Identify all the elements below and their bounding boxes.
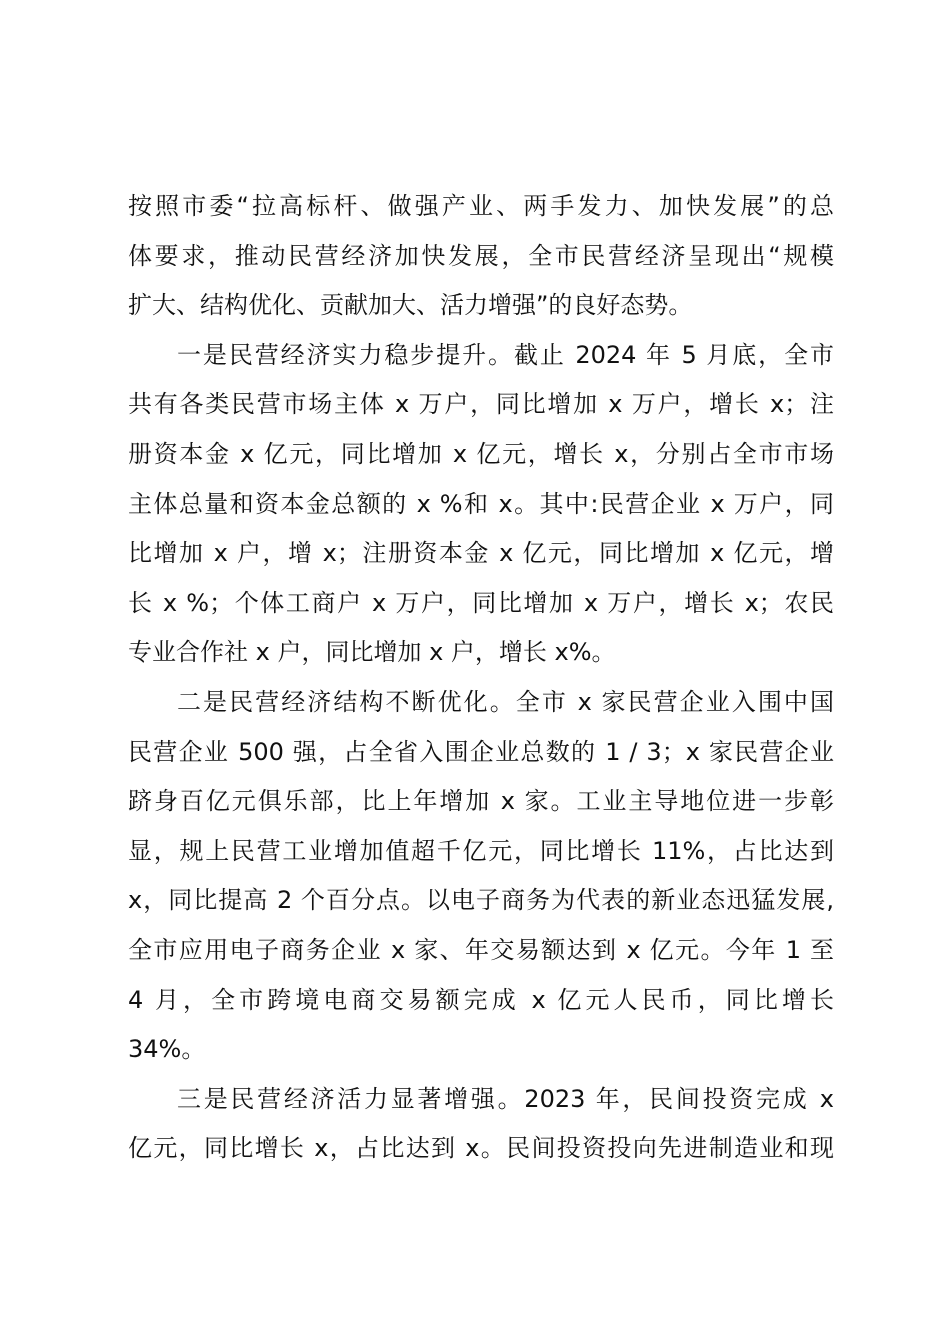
text-line: 跻身百亿元俱乐部，比上年增加 x 家。工业主导地位进一步彰 — [128, 787, 834, 816]
text-line: 体要求，推动民营经济加快发展，全市民营经济呈现出“规模 — [128, 241, 834, 270]
text-line: x，同比提高 2 个百分点。以电子商务为代表的新业态迅猛发展, — [128, 886, 834, 915]
text-line: 三是民营经济活力显著增强。2023 年，民间投资完成 x — [177, 1084, 834, 1113]
text-line: 显，规上民营工业增加值超千亿元，同比增长 11%，占比达到 — [128, 836, 834, 865]
text-line: 4 月，全市跨境电商交易额完成 x 亿元人民币，同比增长 — [128, 985, 834, 1014]
text-line: 民营企业 500 强，占全省入围企业总数的 1 / 3；x 家民营企业 — [128, 737, 834, 766]
text-line: 一是民营经济实力稳步提升。截止 2024 年 5 月底，全市 — [177, 340, 834, 369]
text-line: 扩大、结构优化、贡献加大、活力增强”的良好态势。 — [128, 291, 693, 320]
text-line: 按照市委“拉高标杆、做强产业、两手发力、加快发展”的总 — [128, 192, 834, 220]
paragraph-intro — [128, 182, 834, 331]
text-line: 二是民营经济结构不断优化。全市 x 家民营企业入围中国 — [177, 687, 834, 716]
text-line: 长 x %；个体工商户 x 万户，同比增加 x 万户，增长 x；农民 — [128, 588, 834, 617]
paragraph-vitality — [128, 1075, 834, 1174]
text-line: 册资本金 x 亿元，同比增加 x 亿元，增长 x，分别占全市市场 — [128, 439, 834, 468]
body-text — [128, 182, 834, 1174]
paragraph-strength — [128, 331, 834, 678]
text-line: 全市应用电子商务企业 x 家、年交易额达到 x 亿元。今年 1 至 — [128, 935, 834, 964]
paragraph-structure — [128, 678, 834, 1075]
text-line: 34%。 — [128, 1035, 206, 1064]
text-line: 比增加 x 户，增 x；注册资本金 x 亿元，同比增加 x 亿元，增 — [128, 539, 834, 568]
text-line: 共有各类民营市场主体 x 万户，同比增加 x 万户，增长 x；注 — [128, 390, 834, 419]
text-line: 主体总量和资本金总额的 x %和 x。其中:民营企业 x 万户，同 — [128, 489, 834, 518]
text-line: 亿元，同比增长 x，占比达到 x。民间投资投向先进制造业和现 — [128, 1134, 834, 1163]
text-line: 专业合作社 x 户，同比增加 x 户，增长 x%。 — [128, 638, 616, 667]
